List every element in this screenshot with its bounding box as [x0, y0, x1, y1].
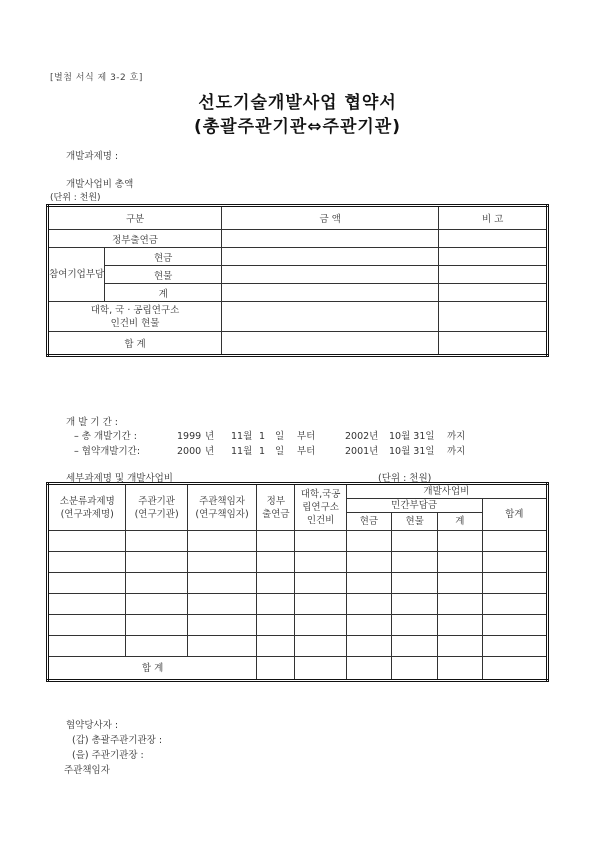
cell[interactable]	[482, 615, 547, 636]
cell[interactable]	[438, 615, 482, 636]
cell[interactable]	[392, 657, 438, 681]
cell[interactable]	[257, 615, 295, 636]
table-row	[48, 594, 548, 615]
cell[interactable]	[295, 615, 346, 636]
cell[interactable]	[438, 531, 482, 552]
header-in-kind: 현물	[392, 513, 438, 531]
start-day: 1	[259, 431, 266, 442]
univ-line1: 대학,국공	[300, 489, 341, 500]
cell[interactable]	[126, 615, 187, 636]
header-note: 비 고	[439, 206, 548, 230]
project-name-label: 개발과제명 :	[66, 151, 119, 162]
header-budget-group: 개발사업비	[346, 484, 547, 499]
cell[interactable]	[48, 531, 126, 552]
header-category: 구분	[48, 206, 222, 230]
cell[interactable]	[346, 615, 391, 636]
cell[interactable]	[187, 636, 256, 657]
until-word: 까지	[447, 446, 466, 457]
cell-note[interactable]	[439, 248, 548, 266]
from-word: 부터	[297, 431, 316, 442]
cell[interactable]	[438, 636, 482, 657]
cell[interactable]	[392, 531, 438, 552]
cell[interactable]	[392, 573, 438, 594]
cell-amount[interactable]	[222, 266, 439, 284]
cell[interactable]	[295, 552, 346, 573]
budget-table	[46, 204, 549, 357]
year-suffix: 년	[205, 431, 215, 442]
cell[interactable]	[392, 615, 438, 636]
pi-line2: (연구책임자)	[195, 508, 249, 520]
total-row	[48, 657, 548, 681]
party-eul: (을) 주관기관장 :	[72, 750, 144, 761]
cell[interactable]	[482, 657, 547, 681]
cell[interactable]	[187, 552, 256, 573]
cell[interactable]	[346, 531, 391, 552]
row-cash: 현금	[105, 248, 222, 266]
univ-line1: 대학, 국 · 공립연구소	[90, 304, 180, 316]
parties-label: 협약당사자 :	[66, 720, 119, 731]
period-prefix: – 협약개발기간:	[74, 446, 141, 457]
agreement-period-row	[74, 443, 465, 457]
row-company-share: 참여기업부담	[48, 248, 105, 302]
form-number: [별첨 서식 제 3-2 호]	[50, 73, 143, 83]
start-year: 1999	[177, 431, 202, 442]
sub-task-line1: 소분류과제명	[59, 495, 115, 507]
party-gap: (갑) 총괄주관기관장 :	[72, 735, 163, 746]
univ-line2: 립연구소	[302, 502, 339, 513]
until-word: 까지	[447, 431, 466, 442]
header-sub-task	[48, 484, 126, 531]
cell[interactable]	[126, 552, 187, 573]
cell[interactable]	[257, 657, 295, 681]
cell[interactable]	[257, 531, 295, 552]
cell-amount[interactable]	[222, 248, 439, 266]
row-total: 합 계	[48, 657, 257, 681]
cell[interactable]	[346, 657, 391, 681]
cell[interactable]	[48, 573, 126, 594]
cell[interactable]	[187, 594, 256, 615]
detail-budget-label: 세부과제명 및 개발사업비	[66, 473, 173, 484]
cell[interactable]	[295, 636, 346, 657]
cell[interactable]	[187, 573, 256, 594]
start-day: 1	[259, 446, 266, 457]
cell[interactable]	[48, 594, 126, 615]
period-prefix: – 총 개발기간 :	[74, 431, 137, 442]
table-row	[48, 531, 548, 552]
cell[interactable]	[346, 573, 391, 594]
end-year: 2001년	[345, 446, 379, 457]
header-pi	[187, 484, 256, 531]
cell[interactable]	[392, 552, 438, 573]
header-amount: 금 액	[222, 206, 439, 230]
row-univ-labor	[48, 302, 222, 332]
cell[interactable]	[438, 573, 482, 594]
header-total: 합계	[482, 499, 547, 531]
cell[interactable]	[257, 573, 295, 594]
header-private-group: 민간부담금	[346, 499, 482, 513]
cell[interactable]	[346, 636, 391, 657]
budget-unit: (단위 : 천원)	[50, 193, 101, 203]
end-date: 10월 31일	[389, 431, 435, 442]
cell-amount[interactable]	[222, 230, 439, 248]
cell[interactable]	[482, 594, 547, 615]
cell[interactable]	[346, 552, 391, 573]
cell-note[interactable]	[439, 266, 548, 284]
cell-note[interactable]	[439, 332, 548, 356]
detail-unit: (단위 : 천원)	[378, 473, 432, 484]
host-line1: 주관기관	[138, 495, 175, 507]
start-year: 2000	[177, 446, 202, 457]
univ-line2: 인건비 현물	[110, 317, 160, 329]
cell-amount[interactable]	[222, 302, 439, 332]
cell[interactable]	[482, 552, 547, 573]
cell[interactable]	[257, 636, 295, 657]
univ-line3: 인건비	[306, 515, 335, 526]
start-month: 11월	[231, 431, 253, 442]
cell[interactable]	[392, 594, 438, 615]
header-subtotal: 계	[438, 513, 482, 531]
gov-line1: 정부	[266, 495, 285, 507]
table-row	[48, 552, 548, 573]
cell-note[interactable]	[439, 230, 548, 248]
total-period-row	[74, 428, 465, 442]
cell-amount[interactable]	[222, 332, 439, 356]
cell[interactable]	[295, 531, 346, 552]
row-in-kind: 현물	[105, 266, 222, 284]
header-host-org	[126, 484, 187, 531]
document-subtitle: (총괄주관기관⇔주관기관)	[193, 117, 401, 137]
cell-note[interactable]	[439, 302, 548, 332]
cell[interactable]	[126, 594, 187, 615]
sub-task-line2: (연구과제명)	[60, 508, 114, 520]
cell[interactable]	[48, 636, 126, 657]
cell[interactable]	[482, 573, 547, 594]
cell[interactable]	[126, 573, 187, 594]
cell[interactable]	[482, 531, 547, 552]
cell[interactable]	[257, 552, 295, 573]
gov-line2: 출연금	[262, 508, 290, 520]
from-word: 부터	[297, 446, 316, 457]
table-row	[48, 573, 548, 594]
cell[interactable]	[346, 594, 391, 615]
row-total: 합 계	[48, 332, 222, 356]
table-row	[48, 615, 548, 636]
cell[interactable]	[48, 615, 126, 636]
header-gov	[257, 484, 295, 531]
host-line2: (연구기관)	[134, 508, 179, 520]
budget-total-label: 개발사업비 총액	[66, 179, 134, 190]
cell[interactable]	[438, 552, 482, 573]
header-cash: 현금	[346, 513, 391, 531]
cell[interactable]	[187, 615, 256, 636]
end-year: 2002년	[345, 431, 379, 442]
cell-amount[interactable]	[222, 284, 439, 302]
header-univ	[295, 484, 346, 531]
cell[interactable]	[48, 552, 126, 573]
cell[interactable]	[295, 573, 346, 594]
cell[interactable]	[392, 636, 438, 657]
day-suffix: 일	[275, 431, 285, 442]
cell[interactable]	[438, 594, 482, 615]
cell[interactable]	[187, 531, 256, 552]
pi-line1: 주관책임자	[199, 495, 245, 507]
cell[interactable]	[438, 657, 482, 681]
end-date: 10월 31일	[389, 446, 435, 457]
row-gov-contribution: 정부출연금	[48, 230, 222, 248]
table-row	[48, 636, 548, 657]
period-label: 개 발 기 간 :	[66, 417, 118, 428]
cell[interactable]	[482, 636, 547, 657]
cell[interactable]	[295, 594, 346, 615]
cell[interactable]	[126, 531, 187, 552]
start-month: 11월	[231, 446, 253, 457]
cell-note[interactable]	[439, 284, 548, 302]
row-subtotal: 계	[105, 284, 222, 302]
year-suffix: 년	[205, 446, 215, 457]
document-title: 선도기술개발사업 협약서	[198, 93, 397, 113]
day-suffix: 일	[275, 446, 285, 457]
cell[interactable]	[257, 594, 295, 615]
cell[interactable]	[295, 657, 346, 681]
party-pi: 주관책임자	[64, 765, 110, 776]
cell[interactable]	[126, 636, 187, 657]
detail-budget-table	[46, 482, 549, 682]
